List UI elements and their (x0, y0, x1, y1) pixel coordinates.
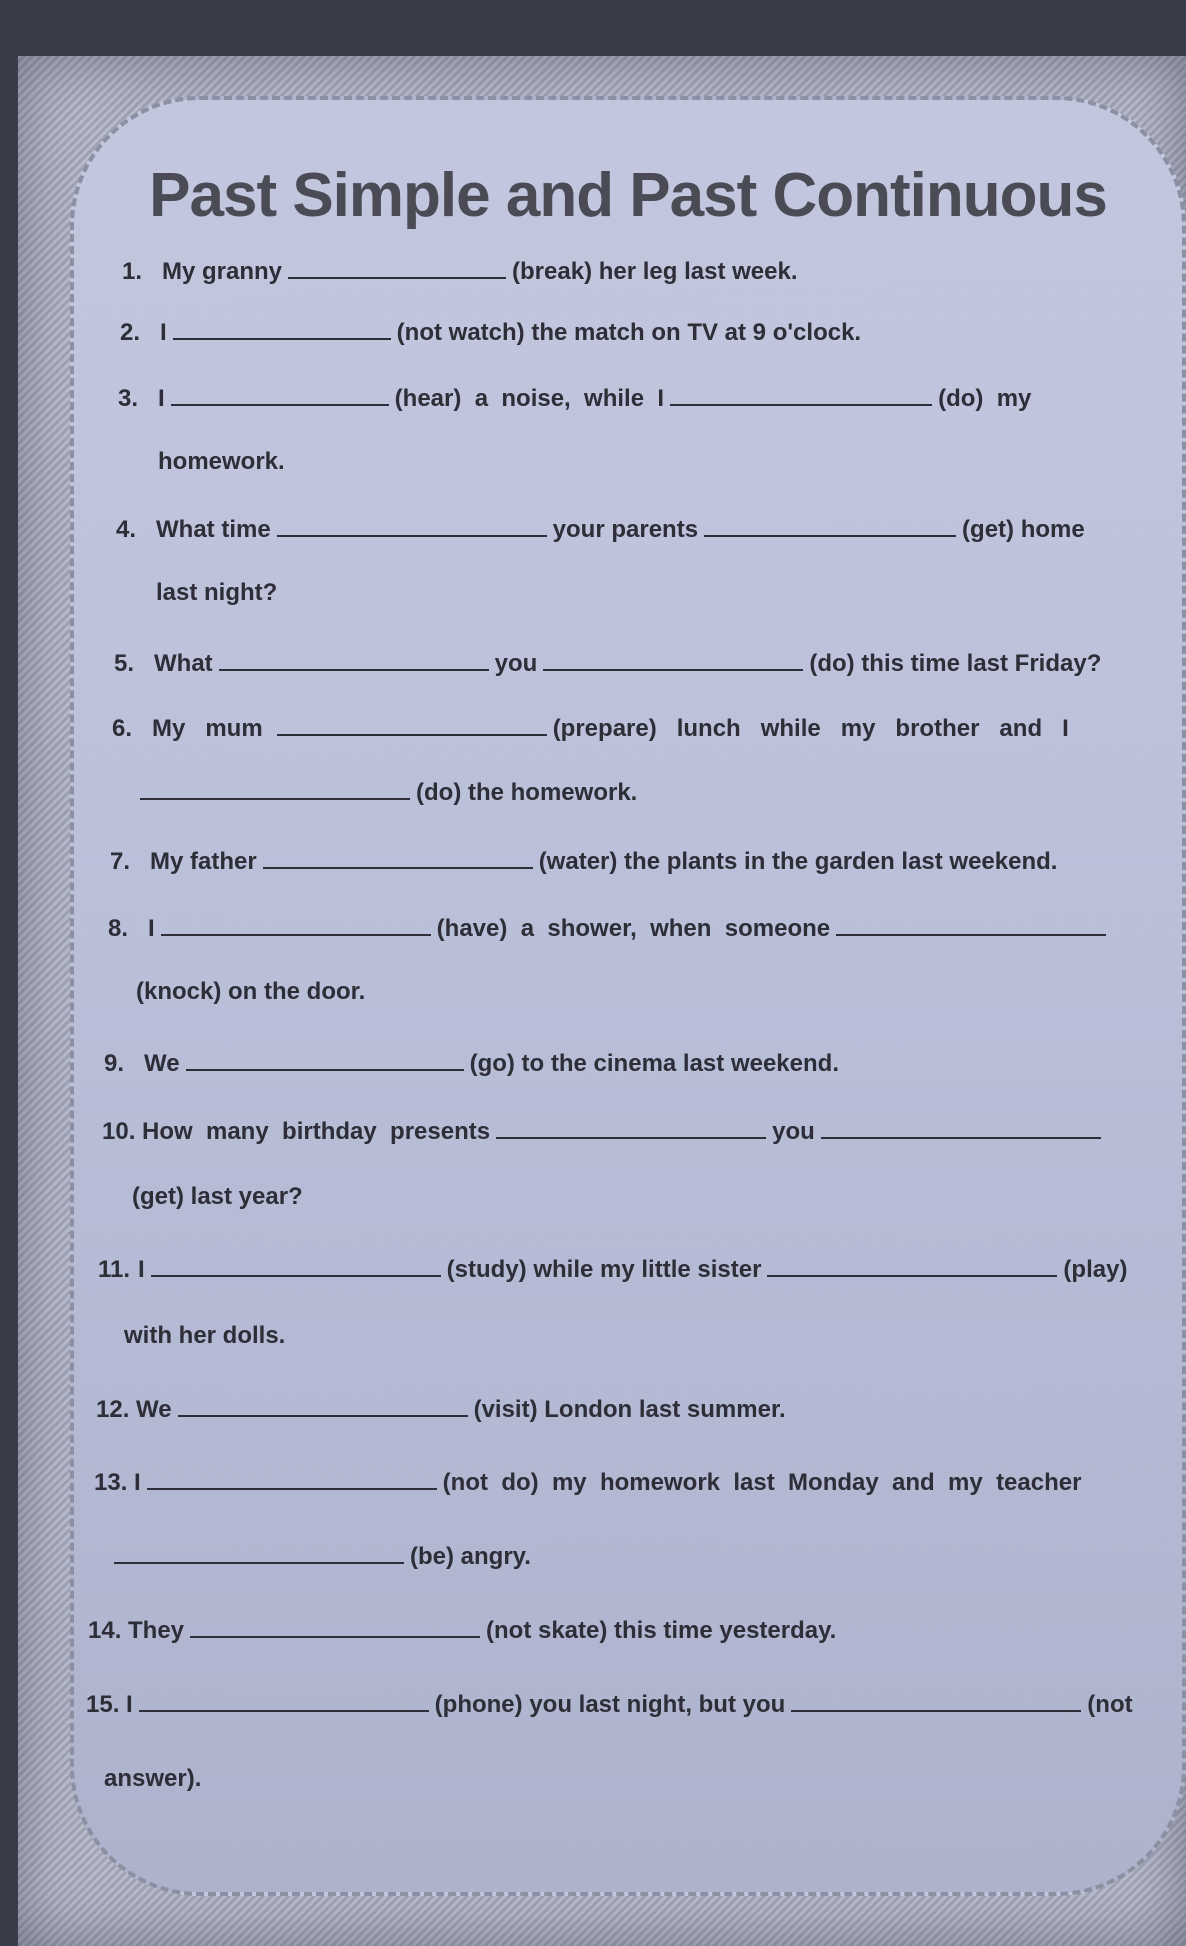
exercise-13-continued (114, 1540, 531, 1571)
item-number: 13. (94, 1469, 128, 1496)
item-text: (go) to the cinema last weekend. (469, 1050, 839, 1077)
item-text: What time (156, 516, 271, 543)
item-text: (get) last year? (132, 1183, 303, 1210)
exercise-3 (118, 382, 1031, 413)
worksheet-background (18, 56, 1186, 1946)
answer-blank[interactable] (496, 1115, 766, 1139)
item-text: (not do) my homework last Monday and my teacher (442, 1469, 1082, 1496)
exercise-7 (110, 845, 1057, 876)
answer-blank[interactable] (190, 1614, 480, 1638)
item-text: We (136, 1396, 172, 1423)
item-text: My granny (162, 258, 283, 285)
item-text: My father (150, 848, 257, 875)
exercise-15 (86, 1688, 1133, 1719)
exercise-5 (114, 647, 1101, 678)
exercise-11-continued (124, 1322, 285, 1350)
answer-blank[interactable] (147, 1466, 437, 1490)
worksheet-title: Past Simple and Past Continuous (149, 161, 1107, 230)
exercise-3-continued (158, 448, 285, 476)
answer-blank[interactable] (288, 255, 506, 279)
item-text: (do) this time last Friday? (809, 650, 1102, 677)
item-number: 14. (88, 1617, 122, 1644)
answer-blank[interactable] (821, 1115, 1101, 1139)
item-text: (hear) a noise, while I (394, 385, 665, 412)
item-text: with her dolls. (124, 1322, 286, 1349)
exercise-10-continued (132, 1183, 303, 1211)
item-text: (get) home (962, 516, 1085, 543)
item-text: you (772, 1118, 815, 1145)
exercise-4-continued (156, 579, 277, 607)
item-text: (not (1087, 1691, 1133, 1718)
answer-blank[interactable] (139, 1688, 429, 1712)
answer-blank[interactable] (263, 845, 533, 869)
answer-blank[interactable] (277, 712, 547, 736)
item-text: My mum (152, 715, 263, 742)
answer-blank[interactable] (173, 316, 391, 340)
answer-blank[interactable] (219, 647, 489, 671)
item-text: homework. (158, 448, 285, 475)
item-text: (prepare) lunch while my brother and I (552, 715, 1069, 742)
exercise-6-continued (140, 776, 637, 807)
answer-blank[interactable] (767, 1253, 1057, 1277)
item-text: last night? (156, 579, 278, 606)
item-text: I (160, 319, 167, 346)
exercise-2 (120, 316, 861, 347)
exercise-9 (104, 1047, 839, 1078)
exercise-15-continued (104, 1765, 201, 1793)
item-text: I (148, 915, 155, 942)
item-number: 6. (112, 715, 133, 742)
item-number: 12. (96, 1396, 130, 1423)
exercise-6 (112, 712, 1069, 743)
exercise-12 (96, 1393, 786, 1424)
item-text: They (128, 1617, 185, 1644)
answer-blank[interactable] (161, 912, 431, 936)
answer-blank[interactable] (114, 1540, 404, 1564)
item-text: (phone) you last night, but you (434, 1691, 786, 1718)
item-number: 5. (114, 650, 135, 677)
answer-blank[interactable] (704, 513, 956, 537)
exercise-13 (94, 1466, 1081, 1497)
exercise-11 (98, 1253, 1127, 1284)
exercise-14 (88, 1614, 836, 1645)
item-text: you (494, 650, 538, 677)
exercise-1 (122, 255, 798, 286)
exercise-10 (102, 1115, 1107, 1146)
item-text: answer). (104, 1765, 202, 1792)
item-text: I (158, 385, 165, 412)
answer-blank[interactable] (670, 382, 932, 406)
item-text: (water) the plants in the garden last weekend. (538, 848, 1058, 875)
item-number: 7. (110, 848, 131, 875)
answer-blank[interactable] (543, 647, 803, 671)
item-text: (do) my (938, 385, 1032, 412)
item-number: 4. (116, 516, 137, 543)
item-number: 8. (108, 915, 129, 942)
answer-blank[interactable] (178, 1393, 468, 1417)
answer-blank[interactable] (836, 912, 1106, 936)
answer-blank[interactable] (791, 1688, 1081, 1712)
item-text: (not skate) this time yesterday. (486, 1617, 837, 1644)
item-text: your parents (552, 516, 699, 543)
worksheet-card (70, 96, 1186, 1896)
answer-blank[interactable] (186, 1047, 464, 1071)
item-number: 10. (102, 1118, 136, 1145)
exercise-8-continued (136, 978, 365, 1006)
item-number: 9. (104, 1050, 125, 1077)
answer-blank[interactable] (140, 776, 410, 800)
item-number: 3. (118, 385, 139, 412)
item-text: (play) (1063, 1256, 1128, 1283)
item-text: (study) while my little sister (446, 1256, 762, 1283)
item-text: I (126, 1691, 133, 1718)
exercise-4 (116, 513, 1085, 544)
item-text: (break) her leg last week. (512, 258, 798, 285)
item-text: (be) angry. (410, 1543, 531, 1570)
item-text: What (154, 650, 213, 677)
item-text: I (138, 1256, 145, 1283)
item-text: (have) a shower, when someone (436, 915, 831, 942)
item-text: How many birthday presents (142, 1118, 491, 1145)
item-text: (do) the homework. (416, 779, 638, 806)
exercise-8 (108, 912, 1112, 943)
answer-blank[interactable] (151, 1253, 441, 1277)
item-number: 2. (120, 319, 141, 346)
item-text: We (144, 1050, 180, 1077)
item-text: (not watch) the match on TV at 9 o'clock. (396, 319, 862, 346)
answer-blank[interactable] (171, 382, 389, 406)
item-number: 11. (98, 1256, 131, 1283)
item-text: (visit) London last summer. (473, 1396, 786, 1423)
answer-blank[interactable] (277, 513, 547, 537)
item-text: (knock) on the door. (136, 978, 366, 1005)
item-number: 1. (122, 258, 143, 285)
item-number: 15. (86, 1691, 120, 1718)
item-text: I (134, 1469, 141, 1496)
